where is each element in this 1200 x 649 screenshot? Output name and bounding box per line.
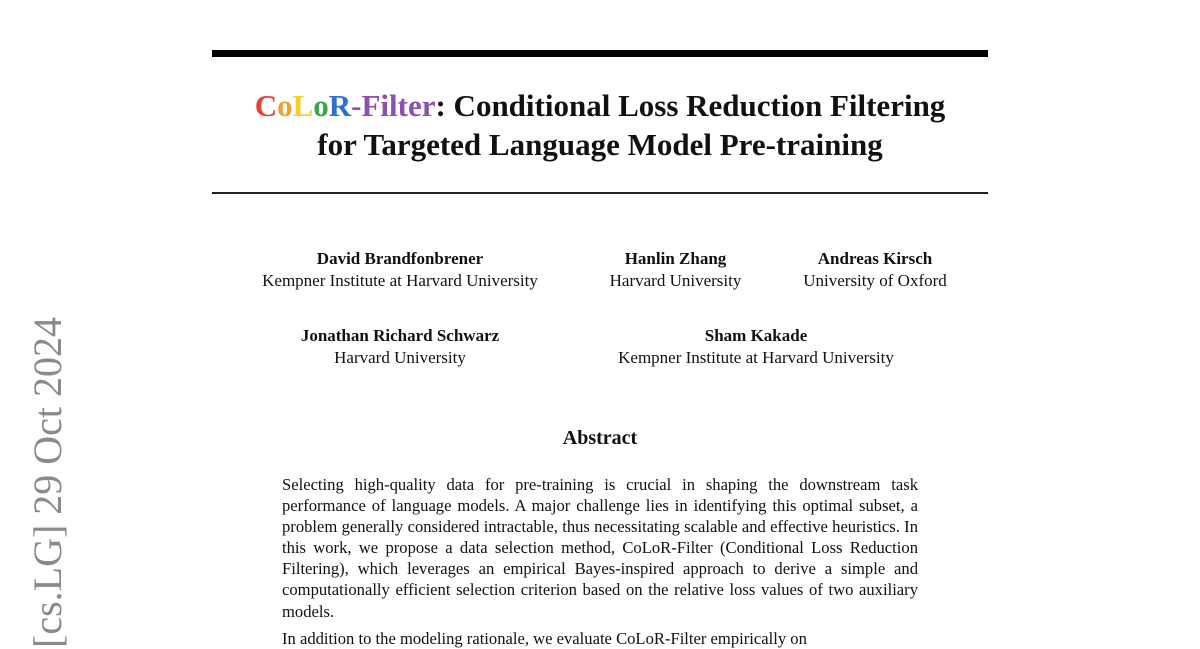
arxiv-identifier-stamp: [cs.LG] 29 Oct 2024 — [25, 316, 70, 648]
author-affiliation: Harvard University — [609, 271, 742, 290]
paper-title — [212, 86, 988, 164]
abstract-body — [282, 474, 918, 649]
author-name: Jonathan Richard Schwarz — [300, 326, 500, 345]
author-block — [588, 248, 763, 292]
title-highlight-char: o — [313, 88, 329, 123]
abstract-heading: Abstract — [562, 427, 638, 449]
author-name: Sham Kakade — [704, 326, 808, 345]
author-block — [586, 325, 926, 369]
abstract-paragraph: Selecting high-quality data for pre-training is crucial in shaping the downstream task performance of language models. A major challenge lies in identifying this optimal subset, a problem generally considered intractable, thus necessitating scalable and effective heuristics. In this work, we propose a data selection method, CoLoR-Filter (Conditional Loss Reduction Filtering), which leverages an empirical Bayes-inspired approach to derive a simple and computationally efficient selection criterion based on the relative loss values of two auxiliary models. — [282, 475, 918, 621]
title-highlight-char: -Filter — [351, 88, 436, 123]
title-line-1 — [212, 86, 988, 125]
author-block — [230, 248, 570, 292]
title-bottom-rule — [212, 192, 988, 194]
author-affiliation: Harvard University — [334, 348, 466, 367]
title-line-2: for Targeted Language Model Pre-training — [317, 127, 883, 162]
author-name: Hanlin Zhang — [624, 249, 727, 268]
author-affiliation: University of Oxford — [803, 271, 947, 290]
title-top-rule — [212, 50, 988, 57]
title-highlight-char: R — [328, 88, 352, 123]
author-affiliation: Kempner Institute at Harvard University — [618, 348, 894, 367]
abstract-paragraph: In addition to the modeling rationale, we evaluate CoLoR-Filter empirically on — [282, 628, 807, 648]
author-block — [785, 248, 965, 292]
title-highlight-char: C — [254, 88, 278, 123]
author-name: Andreas Kirsch — [817, 249, 933, 268]
title-highlight-char: o — [277, 88, 293, 123]
author-affiliation: Kempner Institute at Harvard University — [262, 271, 538, 290]
author-block — [270, 325, 530, 369]
author-name: David Brandfonbrener — [316, 249, 484, 268]
title-highlight-char: L — [292, 88, 314, 123]
title-line-1-rest: : Conditional Loss Reduction Filtering — [435, 88, 946, 123]
